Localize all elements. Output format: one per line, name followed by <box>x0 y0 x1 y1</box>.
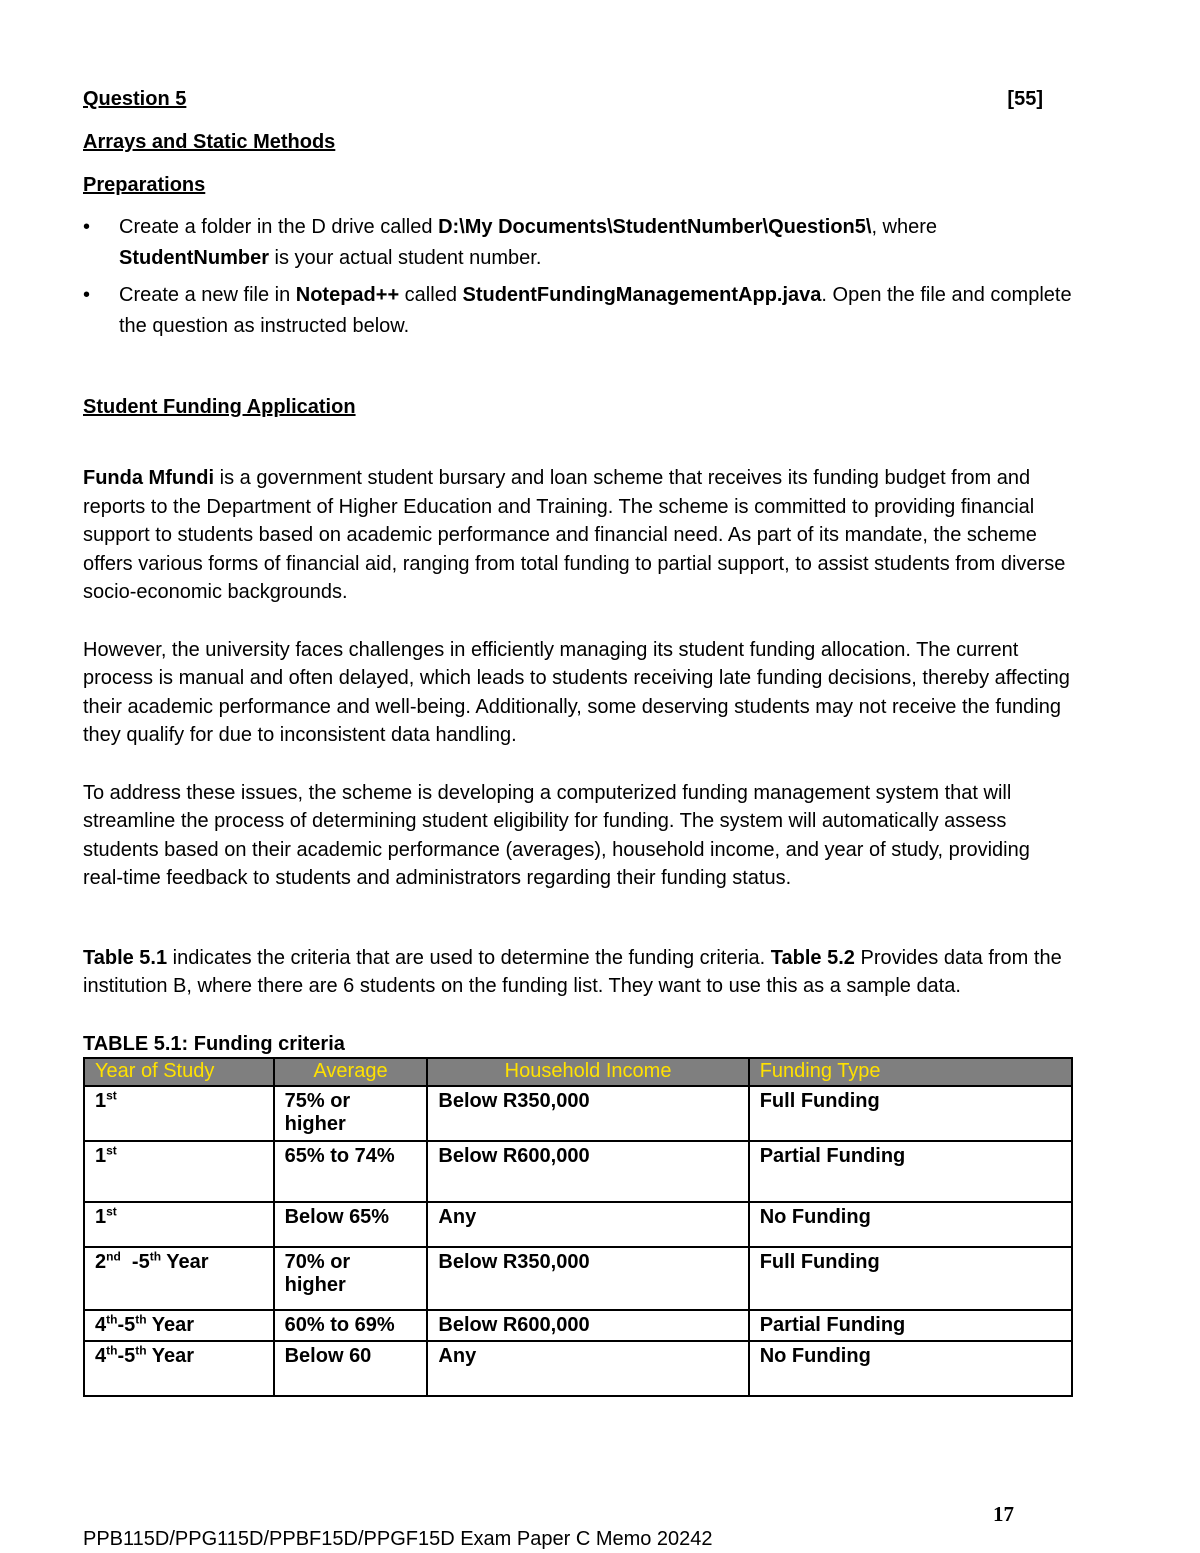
footer-text: PPB115D/PPG115D/PPBF15D/PPGF15D Exam Paper C Memo 20242 <box>83 1528 713 1550</box>
average-cell: 75% or higher <box>274 1086 428 1141</box>
paragraph-text: is a government student bursary and loan scheme that receives its funding budget from and reports to the Department of Higher Education and Training. The scheme is committed to providing financial support to students based on academic performance and financial need. As part of its mandate, the scheme offers various forms of financial aid, ranging from total funding to partial support, to assist students from diverse socio-economic backgrounds. <box>83 467 1066 603</box>
list-item <box>83 280 1073 342</box>
paragraph-text: indicates the criteria that are used to determine the funding criteria. <box>167 946 771 969</box>
year-cell: 4th-5th Year <box>84 1341 274 1396</box>
section-title: Student Funding Application <box>83 396 356 418</box>
page-number: 17 <box>993 1502 1014 1526</box>
funding-cell: No Funding <box>749 1341 1072 1396</box>
bullet-text: Create a folder in the D drive called <box>119 216 439 238</box>
paragraph-3: To address these issues, the scheme is developing a computerized funding management system that will streamline the process of determining student eligibility for funding. The system will automatically assess students based on their academic performance (averages), household income, and year of study, providing real-time feedback to students and administrators regarding their funding status. <box>83 781 1030 889</box>
bullet-text: is your actual student number. <box>269 247 542 269</box>
bullet-text: . Open the file and complete the question as instructed below. <box>119 284 1072 337</box>
folder-path: D:\My Documents\StudentNumber\Question5\ <box>438 216 872 238</box>
scheme-name: Funda Mfundi <box>83 467 215 489</box>
year-cell: 1st <box>84 1086 274 1141</box>
income-cell: Below R350,000 <box>427 1247 748 1310</box>
bullet-text: Create a new file in <box>119 284 296 306</box>
column-header: Household Income <box>427 1058 748 1086</box>
year-cell: 1st <box>84 1202 274 1247</box>
average-cell: 65% to 74% <box>274 1141 428 1202</box>
funding-criteria-table <box>83 1057 1073 1397</box>
table-row <box>84 1202 1072 1247</box>
table-row <box>84 1310 1072 1341</box>
table-row <box>84 1341 1072 1396</box>
preparations-list <box>83 212 1073 342</box>
preparations-title: Preparations <box>83 174 206 196</box>
income-cell: Below R600,000 <box>427 1141 748 1202</box>
question-marks: [55] <box>1007 88 1043 110</box>
paragraph-text: Provides data from the institution B, where there are 6 students on the funding list. They want to use this as a sample data. <box>83 946 1062 997</box>
funding-cell: No Funding <box>749 1202 1072 1247</box>
year-cell: 2nd -5th Year <box>84 1247 274 1310</box>
year-cell: 4th-5th Year <box>84 1310 274 1341</box>
table-row <box>84 1247 1072 1310</box>
editor-name: Notepad++ <box>295 284 400 306</box>
table-caption: TABLE 5.1: Funding criteria <box>83 1032 345 1055</box>
question-header <box>83 84 1073 114</box>
table-header-row <box>84 1058 1072 1086</box>
year-cell: 1st <box>84 1141 274 1202</box>
column-header: Year of Study <box>84 1058 274 1086</box>
table-row <box>84 1086 1072 1141</box>
bullet-text: , where <box>871 216 938 238</box>
question-title: Question 5 <box>83 88 187 110</box>
list-item <box>83 212 1073 274</box>
income-cell: Below R600,000 <box>427 1310 748 1341</box>
income-cell: Any <box>427 1341 748 1396</box>
funding-cell: Partial Funding <box>749 1310 1072 1341</box>
income-cell: Any <box>427 1202 748 1247</box>
column-header: Funding Type <box>749 1058 1072 1086</box>
subtitle: Arrays and Static Methods <box>83 131 336 153</box>
file-name: StudentFundingManagementApp.java <box>462 284 822 306</box>
bullet-text: called <box>399 284 463 306</box>
income-cell: Below R350,000 <box>427 1086 748 1141</box>
table-ref: Table 5.1 <box>83 946 168 969</box>
paragraph-4 <box>83 944 1073 1001</box>
paragraph-1 <box>83 464 1073 607</box>
table-row <box>84 1141 1072 1202</box>
paragraph-2: However, the university faces challenges in efficiently managing its student funding allocation. The current process is manual and often delayed, which leads to students receiving late funding decisions, thereby affecting their academic performance and well-being. Additionally, some deserving students may not receive the funding they qualify for due to inconsistent data handling. <box>83 638 1070 746</box>
funding-cell: Full Funding <box>749 1247 1072 1310</box>
average-cell: Below 60 <box>274 1341 428 1396</box>
average-cell: 70% or higher <box>274 1247 428 1310</box>
table-ref: Table 5.2 <box>770 946 855 969</box>
funding-cell: Partial Funding <box>749 1141 1072 1202</box>
document-page <box>83 84 1073 1397</box>
average-cell: 60% to 69% <box>274 1310 428 1341</box>
column-header: Average <box>274 1058 428 1086</box>
average-cell: Below 65% <box>274 1202 428 1247</box>
funding-cell: Full Funding <box>749 1086 1072 1141</box>
student-number-term: StudentNumber <box>119 247 269 269</box>
